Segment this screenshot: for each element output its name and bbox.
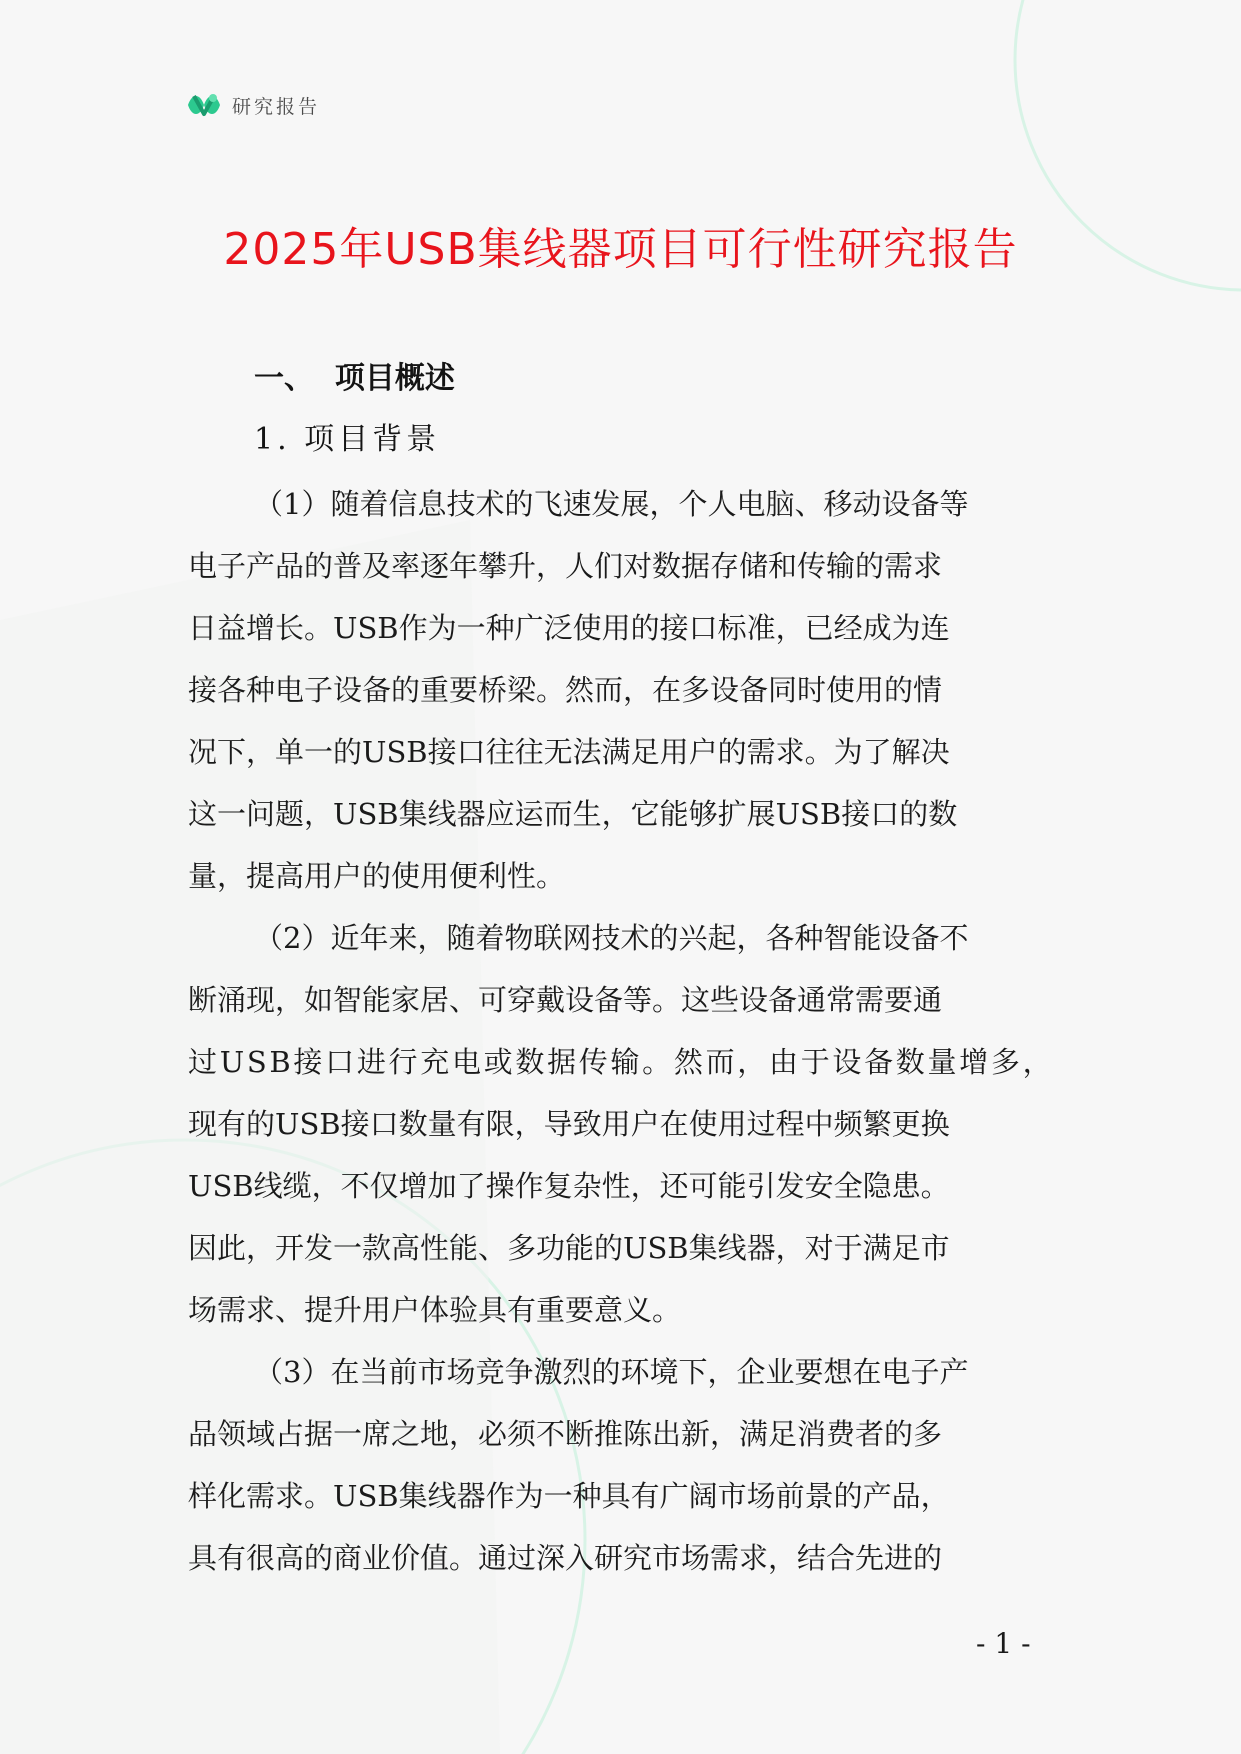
report-logo-icon — [186, 88, 222, 122]
document-title: 2025年USB集线器项目可行性研究报告 — [223, 224, 1018, 275]
text-line: 具有很高的商业价值。通过深入研究市场需求，结合先进的 — [188, 1541, 943, 1575]
text-line: （2）近年来，随着物联网技术的兴起，各种智能设备不 — [254, 921, 969, 955]
text-line: 过USB接口进行充电或数据传输。然而，由于设备数量增多， — [188, 1045, 1055, 1079]
subsection-heading: 1. 项目背景 — [254, 422, 441, 457]
text-line: 场需求、提升用户体验具有重要意义。 — [188, 1293, 682, 1327]
section-heading: 一、 项目概述 — [254, 361, 455, 396]
text-line: （3）在当前市场竞争激烈的环境下，企业要想在电子产 — [254, 1355, 969, 1389]
header-label: 研究报告 — [232, 95, 321, 118]
text-line: 断涌现，如智能家居、可穿戴设备等。这些设备通常需要通 — [188, 983, 943, 1017]
text-line: 量，提高用户的使用便利性。 — [188, 859, 566, 893]
report-header — [186, 88, 320, 122]
text-line: 电子产品的普及率逐年攀升，人们对数据存储和传输的需求 — [188, 549, 943, 583]
text-line: 接各种电子设备的重要桥梁。然而，在多设备同时使用的情 — [188, 673, 943, 707]
text-line: 现有的USB接口数量有限，导致用户在使用过程中频繁更换 — [188, 1107, 950, 1141]
text-line: USB线缆，不仅增加了操作复杂性，还可能引发安全隐患。 — [188, 1169, 950, 1203]
text-line: （1）随着信息技术的飞速发展，个人电脑、移动设备等 — [254, 487, 969, 521]
page-number: - 1 - — [976, 1627, 1031, 1660]
text-line: 样化需求。USB集线器作为一种具有广阔市场前景的产品， — [188, 1479, 950, 1513]
text-line: 况下，单一的USB接口往往无法满足用户的需求。为了解决 — [188, 735, 950, 769]
text-line: 因此，开发一款高性能、多功能的USB集线器，对于满足市 — [188, 1231, 950, 1265]
text-line: 日益增长。USB作为一种广泛使用的接口标准，已经成为连 — [188, 611, 950, 645]
text-line: 品领域占据一席之地，必须不断推陈出新，满足消费者的多 — [188, 1417, 943, 1451]
text-line: 这一问题，USB集线器应运而生，它能够扩展USB接口的数 — [188, 797, 958, 831]
